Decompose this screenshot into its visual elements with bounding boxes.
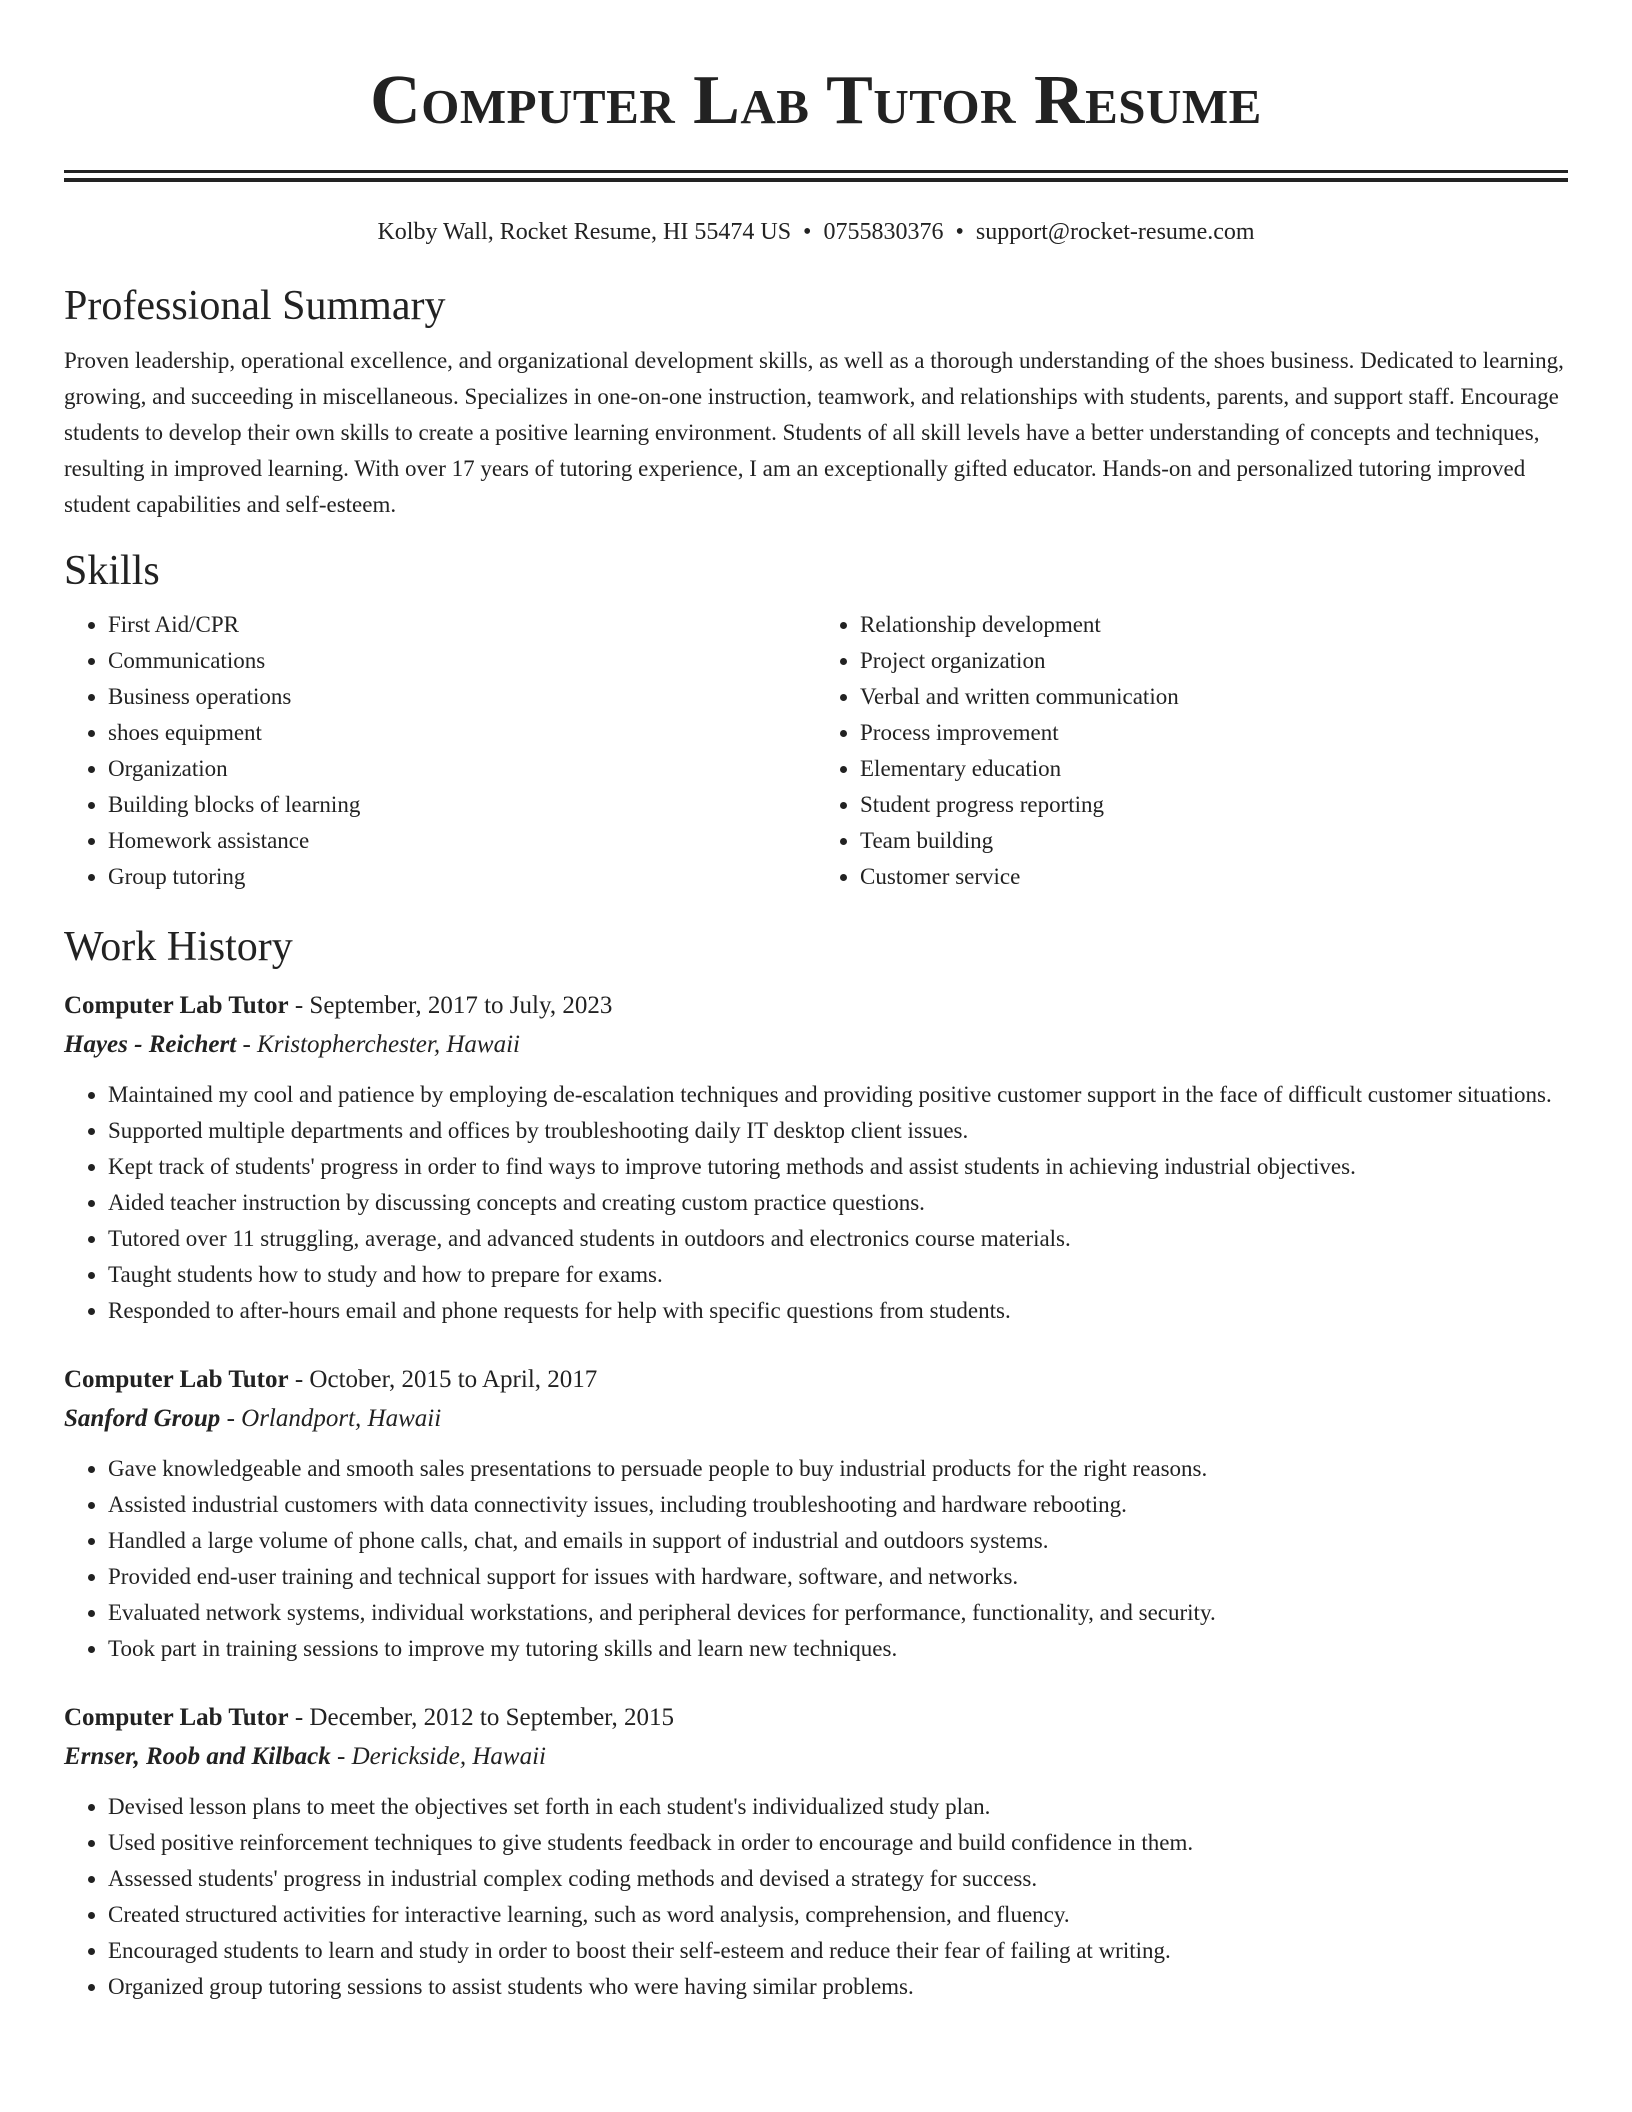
skill-item: • Relationship development [860, 607, 1568, 643]
job-bullet: • Created structured activities for interactive learning, such as word analysis, comprehension, and fluency. [108, 1897, 1568, 1933]
job-bullet: • Gave knowledgeable and smooth sales presentations to persuade people to buy industrial products for the right reasons. [108, 1451, 1568, 1487]
skill-item: • Building blocks of learning [108, 787, 816, 823]
skill-item: • Team building [860, 823, 1568, 859]
job-bullets [64, 1451, 1568, 1667]
job-dates: October, 2015 to April, 2017 [309, 1366, 598, 1393]
contact-line [64, 216, 1568, 248]
job-bullet: • Aided teacher instruction by discussing concepts and creating custom practice questions. [108, 1185, 1568, 1221]
job-dash: - [330, 1743, 352, 1770]
skills-column-right [816, 607, 1568, 895]
contact-separator: • [955, 219, 964, 245]
resume-title: Computer Lab Tutor Resume [370, 62, 1262, 139]
job-entry [64, 1699, 1568, 2005]
job-bullets [64, 1077, 1568, 1329]
job-bullet: • Kept track of students' progress in order to find ways to improve tutoring methods and assist students in achieving industrial objectives. [108, 1149, 1568, 1185]
skill-item: • Communications [108, 643, 816, 679]
job-bullet: • Organized group tutoring sessions to assist students who were having similar problems. [108, 1969, 1568, 2005]
job-bullet: • Devised lesson plans to meet the objectives set forth in each student's individualized study plan. [108, 1789, 1568, 1825]
contact-email: support@rocket-resume.com [975, 219, 1255, 245]
job-bullets [64, 1789, 1568, 2005]
skill-item: • Project organization [860, 643, 1568, 679]
job-dash: - [220, 1405, 242, 1432]
job-employer [64, 1025, 1568, 1065]
job-bullet: • Took part in training sessions to improve my tutoring skills and learn new techniques. [108, 1631, 1568, 1667]
skills-heading: Skills [64, 548, 160, 594]
job-header [64, 987, 1568, 1025]
job-title: Computer Lab Tutor [64, 1366, 289, 1393]
job-bullet: • Tutored over 11 struggling, average, and advanced students in outdoors and electronics course materials. [108, 1221, 1568, 1257]
job-bullet: • Handled a large volume of phone calls, chat, and emails in support of industrial and outdoors systems. [108, 1523, 1568, 1559]
job-location: Orlandport, Hawaii [241, 1405, 442, 1432]
summary-text: Proven leadership, operational excellence, and organizational development skills, as well as a thorough understanding of the shoes business. Dedicated to learning, growing, and succeeding in miscellaneous. Specializes in one-on-one instruction, teamwork, and relationships with students, parents, and support staff. Encourage students to develop their own skills to create a positive learning environment. Students of all skill levels have a better understanding of concepts and techniques, resulting in improved learning. With over 17 years of tutoring experience, I am an exceptionally gifted educator. Hands-on and personalized tutoring improved student capabilities and self-esteem. [64, 348, 1564, 517]
skill-item: • Elementary education [860, 751, 1568, 787]
job-dash: - [236, 1031, 258, 1058]
skills-column-left [64, 607, 816, 895]
contact-phone: 0755830376 [823, 219, 944, 245]
job-entry [64, 1361, 1568, 1667]
job-company: Sanford Group [64, 1405, 221, 1432]
skill-item: • Customer service [860, 859, 1568, 895]
job-title: Computer Lab Tutor [64, 992, 289, 1019]
skill-item: • shoes equipment [108, 715, 816, 751]
job-location: Derickside, Hawaii [351, 1743, 546, 1770]
skill-item: • Process improvement [860, 715, 1568, 751]
job-bullet: • Encouraged students to learn and study in order to boost their self-esteem and reduce their fear of failing at writing. [108, 1933, 1568, 1969]
skill-item: • Homework assistance [108, 823, 816, 859]
skill-item: • Group tutoring [108, 859, 816, 895]
job-dates: September, 2017 to July, 2023 [309, 992, 613, 1019]
job-bullet: • Provided end-user training and technical support for issues with hardware, software, and networks. [108, 1559, 1568, 1595]
job-bullet: • Taught students how to study and how to prepare for exams. [108, 1257, 1568, 1293]
job-company: Hayes - Reichert [64, 1031, 237, 1058]
job-bullet: • Supported multiple departments and offices by troubleshooting daily IT desktop client issues. [108, 1113, 1568, 1149]
contact-separator: • [803, 219, 812, 245]
job-employer [64, 1737, 1568, 1777]
job-bullet: • Maintained my cool and patience by employing de-escalation techniques and providing positive customer support in the face of difficult customer situations. [108, 1077, 1568, 1113]
skill-item: • Organization [108, 751, 816, 787]
job-dash: - [288, 992, 310, 1019]
job-header [64, 1361, 1568, 1399]
job-employer [64, 1399, 1568, 1439]
job-entry [64, 987, 1568, 1329]
title-rule-top [64, 170, 1568, 173]
contact-address: Kolby Wall, Rocket Resume, HI 55474 US [377, 219, 792, 245]
job-dash: - [288, 1704, 310, 1731]
skill-item: • First Aid/CPR [108, 607, 816, 643]
summary-heading: Professional Summary [64, 283, 446, 329]
job-bullet: • Responded to after-hours email and phone requests for help with specific questions from students. [108, 1293, 1568, 1329]
job-dates: December, 2012 to September, 2015 [309, 1704, 674, 1731]
job-location: Kristopherchester, Hawaii [257, 1031, 520, 1058]
work-history-heading: Work History [64, 924, 293, 970]
job-header [64, 1699, 1568, 1737]
job-company: Ernser, Roob and Kilback [64, 1743, 331, 1770]
skill-item: • Verbal and written communication [860, 679, 1568, 715]
skills-list [64, 607, 1568, 895]
job-dash: - [288, 1366, 310, 1393]
job-bullet: • Evaluated network systems, individual workstations, and peripheral devices for performance, functionality, and security. [108, 1595, 1568, 1631]
job-bullet: • Assisted industrial customers with data connectivity issues, including troubleshooting and hardware rebooting. [108, 1487, 1568, 1523]
skill-item: • Business operations [108, 679, 816, 715]
skill-item: • Student progress reporting [860, 787, 1568, 823]
job-bullet: • Assessed students' progress in industrial complex coding methods and devised a strategy for success. [108, 1861, 1568, 1897]
job-bullet: • Used positive reinforcement techniques to give students feedback in order to encourage and build confidence in them. [108, 1825, 1568, 1861]
title-rule-bottom [64, 178, 1568, 182]
job-title: Computer Lab Tutor [64, 1704, 289, 1731]
